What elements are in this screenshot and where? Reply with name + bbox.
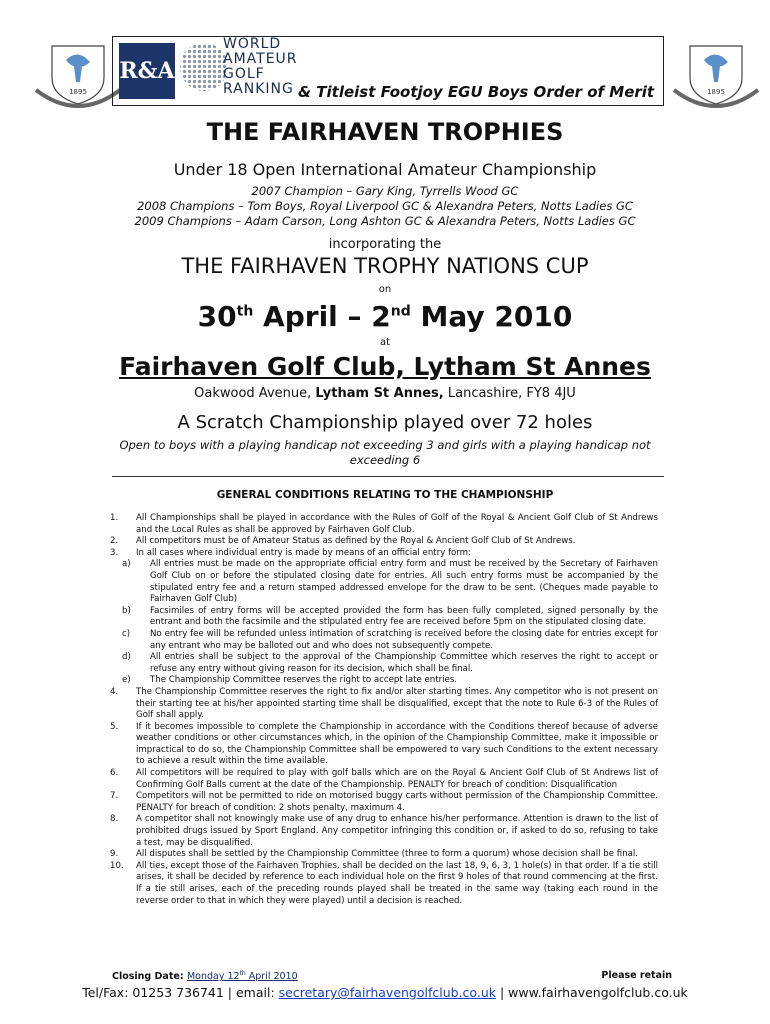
condition-text: All Championships shall be played in accordance with the Rules of Golf of the Royal & Ancient Golf Club of St Andrews and the Local Rules as shall be approved by Fairhaven Golf Club. [136,513,658,535]
condition-text: All entries must be made on the appropriate official entry form and must be received by the Secretary of Fairhaven Golf Club on or before the stipulated closing date for entries. All such entry forms must be accompanied by the stipulated entry fee and a return stamped addressed envelope for the draw to be sent. (Cheques made payable to Fairhaven Golf Club) [150,559,658,605]
condition-text: Competitors will not be permitted to ride on motorised buggy carts without permission of the Championship Committee. PENALTY for breach of condition: 2 shots penalty, maximum 4. [136,791,658,813]
date-suffix: th [236,303,254,320]
condition-item [110,548,658,560]
wagr-line: AMATEUR [223,51,298,67]
closing-date-suffix: th [239,970,246,977]
wagr-line: GOLF [223,66,265,82]
condition-number: 3. [110,547,119,558]
champion-line: 2008 Champions – Tom Boys, Royal Liverpool GC & Alexandra Peters, Notts Ladies GC [137,199,633,213]
crest-year-left: 1895 [69,88,87,96]
condition-item [110,513,658,536]
contact-website: | www.fairhavengolfclub.co.uk [496,985,688,1000]
condition-item [110,652,658,675]
condition-number [110,675,122,687]
champions-list [100,184,670,229]
address-part: Oakwood Avenue, [194,386,316,401]
egu-order-of-merit: & Titleist Footjoy EGU Boys Order of Merit [298,83,655,101]
ra-logo: R&A [119,43,175,99]
condition-item [110,722,658,768]
condition-sub-letter: b) [122,605,131,616]
nations-cup-title: THE FAIRHAVEN TROPHY NATIONS CUP [181,254,589,278]
closing-date-part: Monday 12 [186,971,240,983]
condition-number: 8. [110,814,119,825]
condition-item [110,791,658,814]
scratch-heading: A Scratch Championship played over 72 holes [177,412,593,433]
condition-sub-letter: c) [122,628,131,639]
condition-text: The Championship Committee reserves the right to fix and/or alter starting times. Any competitor who is not present on their starting tee at his/her appointed starting time shall be disqualified, except that the note to Rule 6-3 of the Rules of Golf shall apply. [136,686,658,721]
condition-text: A competitor shall not knowingly make use of any drug to enhance his/her performance. Attention is drawn to the list of prohibited drugs issued by Sport England. Any competitor infringing this condition or, if asked to do so, refusing to take a test, may be disqualified. [136,814,658,848]
condition-item [110,675,658,687]
wagr-line: RANKING [223,81,294,97]
closing-date-value [187,971,298,982]
eligibility-text: Open to boys with a playing handicap not exceeding 3 and girls with a playing handicap not exceeding 6 [119,438,651,467]
condition-item [110,687,658,722]
condition-text: In all cases where individual entry is made by means of an official entry form: [136,547,471,558]
at-text: at [379,337,391,348]
condition-text: Facsimiles of entry forms will be accepted provided the form has been fully completed, signed personally by the entrant and both the facsimile and the stipulated entry fee are received before 5pm on the stipulated closing date. [150,605,658,628]
condition-sub-letter: d) [122,652,131,663]
club-crest-right [670,38,762,116]
condition-number: 2. [110,536,119,547]
condition-number: 5. [110,721,119,732]
date-suffix: nd [390,303,411,320]
condition-number: 4. [110,686,119,697]
condition-item [110,536,658,548]
condition-number: 10. [110,860,124,871]
condition-text: All competitors will be required to play with golf balls which are on the Royal & Ancient Golf Club of St Andrews list of Confirming Golf Balls current at the date of the Championship. PENALTY for breach of condition: Disqualification [136,768,658,790]
condition-item [110,861,658,907]
header-box [112,36,664,106]
condition-number: 1. [110,513,119,523]
condition-text: All ties, except those of the Fairhaven Trophies, shall be decided on the last 18, 9, 6, 3, 1 hole(s) in that order. If a tie still arises, it shall be decided by reference to each individual hole on the first 9 holes of that round commencing at the first. If a tie still arises, each of the preceding rounds played shall be treated in the same way (taking each round in the reverse order to that in which they were played) until a decision is reached. [136,860,658,906]
condition-number [110,629,122,652]
condition-item [110,629,658,652]
condition-item [110,814,658,849]
incorporating-text: incorporating the [328,237,442,252]
address-town: Lytham St Annes, [315,386,444,401]
please-retain: Please retain [601,970,672,981]
club-crest-left [32,38,124,116]
date-part: 30 [197,300,237,333]
condition-item [110,768,658,791]
subtitle: Under 18 Open International Amateur Championship [173,160,597,179]
crest-year-right: 1895 [707,88,725,96]
closing-date [112,970,298,982]
email-link[interactable]: secretary@fairhavengolfclub.co.uk [278,985,496,1000]
conditions-list [110,513,658,907]
condition-number: 9. [110,849,119,860]
contact-footer [80,985,690,1000]
condition-item [110,606,658,629]
condition-number [110,559,122,605]
closing-label: Closing Date: [112,971,187,983]
condition-text: If it becomes impossible to complete the Championship in accordance with the Conditions thereof because of adverse weather conditions or other circumstances which, in the opinion of the Championship Committee, make it impossible or impractical to do so, the Championship Committee shall be empowered to vary such Conditions to the extent necessary to achieve a result within the time available. [136,721,658,767]
venue-title: Fairhaven Golf Club, Lytham St Annes [119,352,651,381]
condition-sub-letter: a) [122,559,131,570]
event-dates [100,300,670,333]
page-title: THE FAIRHAVEN TROPHIES [206,118,564,146]
wagr-line: WORLD [223,36,282,52]
condition-item [110,849,658,861]
condition-number [110,606,122,629]
champion-line: 2007 Champion – Gary King, Tyrrells Wood GC [251,184,519,198]
contact-tel: Tel/Fax: 01253 736741 | email: [82,985,279,1000]
condition-text: All disputes shall be settled by the Championship Committee (three to form a quorum) whose decision shall be final. [136,849,639,860]
conditions-heading: GENERAL CONDITIONS RELATING TO THE CHAMPIONSHIP [216,489,554,501]
address-part: Lancashire, FY8 4JU [443,386,576,401]
champion-line: 2009 Champions – Adam Carson, Long Ashton GC & Alexandra Peters, Notts Ladies GC [134,214,636,228]
on-text: on [378,284,392,295]
condition-number: 7. [110,791,119,802]
closing-date-part: April 2010 [245,971,298,983]
wagr-logo-text [223,37,298,97]
divider [112,476,664,477]
condition-number: 6. [110,768,119,779]
condition-sub-letter: e) [122,675,131,686]
condition-text: No entry fee will be refunded unless intimation of scratching is received before the closing date for entries except for any entrant who may be balloted out and who does not subsequently compete. [150,628,658,651]
condition-item [110,559,658,605]
condition-text: All competitors must be of Amateur Status as defined by the Royal & Ancient Golf Club of St Andrews. [136,536,576,547]
date-part: April – 2 [253,300,391,333]
condition-text: The Championship Committee reserves the right to accept late entries. [150,675,458,686]
condition-text: All entries shall be subject to the approval of the Championship Committee which reserves the right to accept or refuse any entry without giving reason for its decision, which shall be final. [150,652,658,674]
venue-address [100,386,670,401]
condition-number [110,652,122,675]
date-part: May 2010 [410,300,573,333]
